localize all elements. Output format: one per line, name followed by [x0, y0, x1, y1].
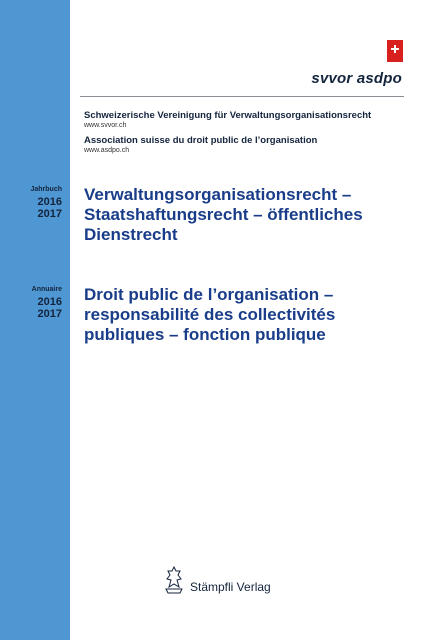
year-start: 2016	[37, 296, 62, 308]
year-end: 2017	[37, 208, 62, 220]
title-line: Staatshaftungsrecht – öffentliches	[84, 205, 363, 224]
organization-url: www.svvor.ch	[84, 122, 127, 129]
brand-logo-text: svvor asdpo	[311, 70, 402, 87]
title-line: Droit public de l’organisation –	[84, 285, 334, 304]
annuaire-label: Annuaire	[31, 286, 62, 293]
title-line: publiques – fonction publique	[84, 325, 326, 344]
yearbook-label: Jahrbuch	[30, 186, 62, 193]
yearbook-de	[0, 186, 62, 220]
title-line: responsabilité des collectivités	[84, 305, 336, 324]
sidebar-band	[0, 0, 70, 640]
organization-de	[84, 110, 371, 129]
title-de	[84, 185, 414, 245]
header-divider	[80, 96, 404, 97]
organization-name: Schweizerische Vereinigung für Verwaltungsorganisationsrecht	[84, 110, 372, 121]
title-line: Dienstrecht	[84, 225, 178, 244]
year-start: 2016	[37, 196, 62, 208]
title-fr	[84, 285, 414, 345]
yearbook-fr	[0, 286, 62, 320]
title-line: Verwaltungsorganisationsrecht –	[84, 185, 352, 204]
publisher-logo-icon	[162, 565, 186, 595]
publisher-name: Stämpfli Verlag	[190, 580, 271, 594]
organization-url: www.asdpo.ch	[84, 147, 130, 154]
swiss-flag-icon	[387, 40, 403, 62]
organization-name: Association suisse du droit public de l’organisation	[84, 135, 318, 146]
organization-fr	[84, 135, 317, 154]
year-end: 2017	[37, 308, 62, 320]
